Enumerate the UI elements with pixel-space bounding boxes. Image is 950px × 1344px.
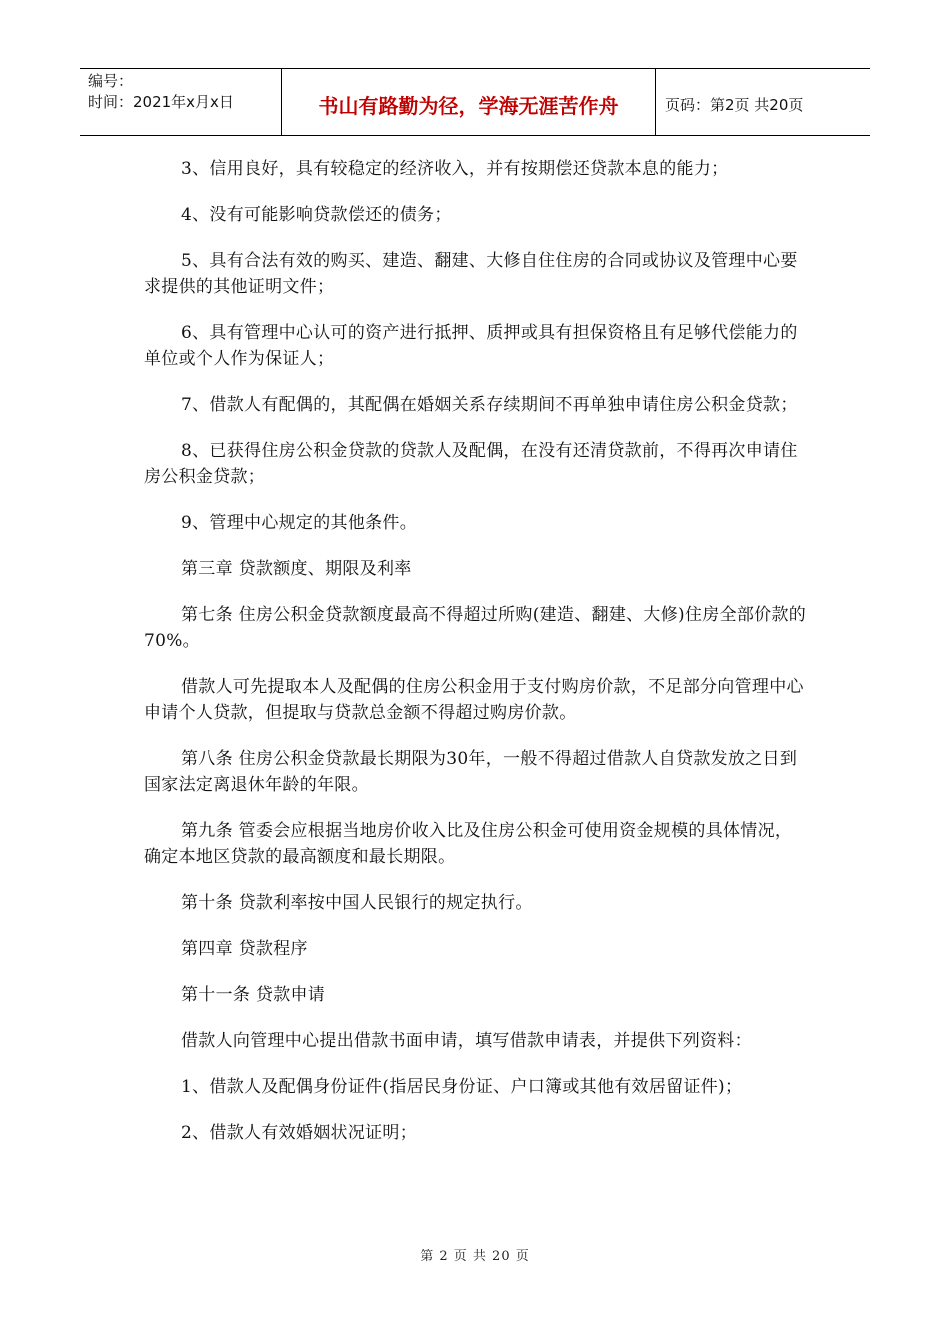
article-heading: 第十一条 贷款申请 — [181, 985, 326, 1005]
header-page-number: 页码：第2页 共20页 — [665, 95, 804, 114]
paragraph: 借款人向管理中心提出借款书面申请，填写借款申请表，并提供下列资料： — [181, 1031, 752, 1051]
chapter-heading: 第四章 贷款程序 — [181, 939, 308, 959]
paragraph: 1、借款人及配偶身份证件(指居民身份证、户口簿或其他有效居留证件)； — [181, 1077, 743, 1097]
header-meta-cell — [80, 69, 282, 135]
paragraph: 6、具有管理中心认可的资产进行抵押、质押或具有担保资格且有足够代偿能力的单位或个人作为保证人； — [144, 323, 798, 369]
paragraph: 8、已获得住房公积金贷款的贷款人及配偶，在没有还清贷款前，不得再次申请住房公积金贷款； — [144, 441, 798, 487]
document-date-label: 时间：2021年x月x日 — [88, 93, 234, 111]
page-footer: 第 2 页 共 20 页 — [420, 1249, 530, 1264]
header-motto: 书山有路勤为径，学海无涯苦作舟 — [282, 69, 656, 135]
paragraph: 第七条 住房公积金贷款额度最高不得超过所购(建造、翻建、大修)住房全部价款的70%。 — [144, 605, 807, 651]
paragraph: 2、借款人有效婚姻状况证明； — [181, 1123, 418, 1143]
paragraph: 借款人可先提取本人及配偶的住房公积金用于支付购房价款，不足部分向管理中心申请个人贷款，但提取与贷款总金额不得超过购房价款。 — [144, 677, 804, 723]
paragraph: 第八条 住房公积金贷款最长期限为30年，一般不得超过借款人自贷款发放之日到国家法定离退休年龄的年限。 — [144, 749, 798, 795]
document-number-label: 编号： — [88, 72, 134, 90]
paragraph: 7、借款人有配偶的，其配偶在婚姻关系存续期间不再单独申请住房公积金贷款； — [181, 395, 798, 415]
paragraph: 4、没有可能影响贷款偿还的债务； — [181, 205, 452, 225]
page-header — [80, 68, 870, 136]
paragraph: 3、信用良好，具有较稳定的经济收入，并有按期偿还贷款本息的能力； — [181, 159, 729, 179]
paragraph: 9、管理中心规定的其他条件。 — [181, 513, 418, 533]
document-body — [144, 156, 808, 1166]
paragraph: 5、具有合法有效的购买、建造、翻建、大修自住住房的合同或协议及管理中心要求提供的其他证明文件； — [144, 251, 798, 297]
chapter-heading: 第三章 贷款额度、期限及利率 — [181, 559, 412, 579]
paragraph: 第十条 贷款利率按中国人民银行的规定执行。 — [181, 893, 533, 913]
paragraph: 第九条 管委会应根据当地房价收入比及住房公积金可使用资金规模的具体情况，确定本地区贷款的最高额度和最长期限。 — [144, 821, 793, 867]
